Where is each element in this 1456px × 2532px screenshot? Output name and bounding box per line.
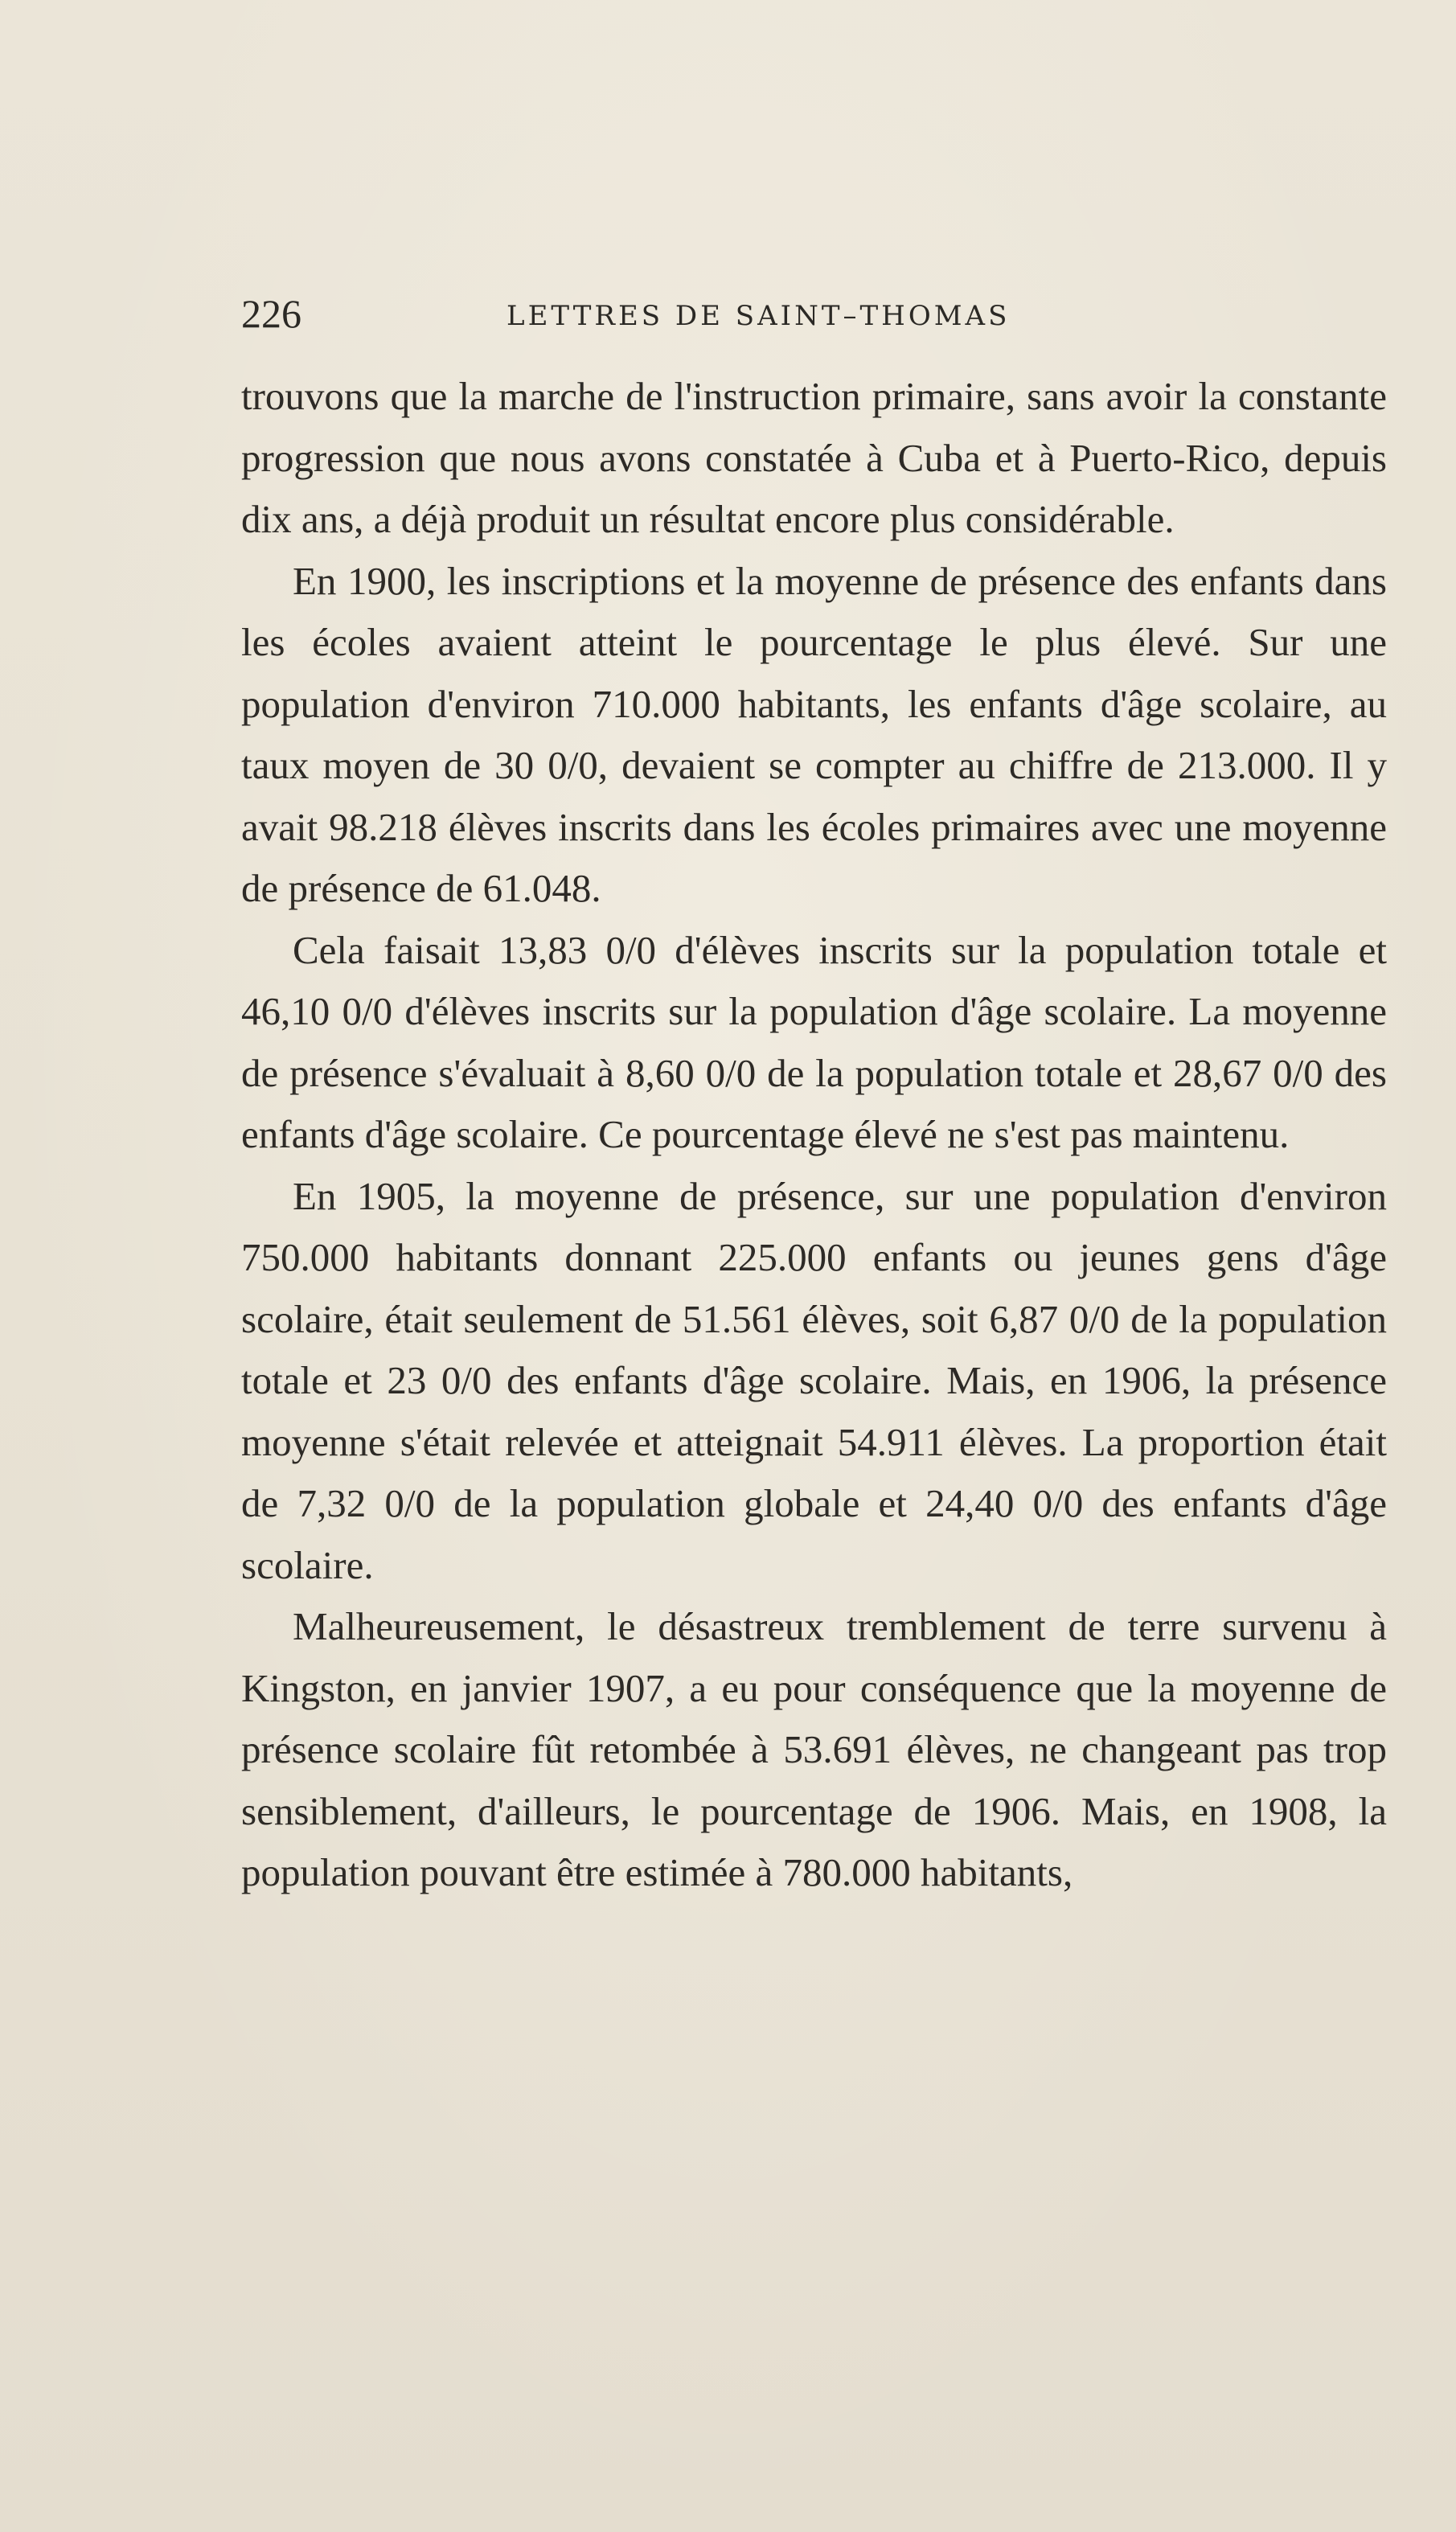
paragraph: En 1905, la moyenne de présence, sur une population d'environ 750.000 habitants donnant 225.000 enfants ou jeunes gens d'âge scolaire, était seulement de 51.561 élèves, soit 6,87 0/0 de la population totale et 23 0/0 des enfants d'âge scolaire. Mais, en 1906, la présence moyenne s'était relevée et atteignait 54.911 élèves. La proportion était de 7,32 0/0 de la population globale et 24,40 0/0 des enfants d'âge scolaire. [241,1173,1387,1587]
paragraph: Malheureusement, le désastreux tremblement de terre survenu à Kingston, en janvier 1907, a eu pour conséquence que la moyenne de présence scolaire fût retombée à 53.691 élèves, ne changeant pas trop sensiblement, d'ailleurs, le pourcentage de 1906. Mais, en 1908, la population pouvant être estimée à 780.000 habitants, [241,1604,1387,1894]
page-number: 226 [241,291,301,336]
paragraph: trouvons que la marche de l'instruction primaire, sans avoir la constante progression que nous avons constatée à Cuba et à Puerto-Rico, depuis dix ans, a déjà produit un résultat encore plus considérable. [241,374,1387,541]
paragraph: Cela faisait 13,83 0/0 d'élèves inscrits sur la population totale et 46,10 0/0 d'élèves inscrits sur la population d'âge scolaire. La moyenne de présence s'évaluait à 8,60 0/0 de la population totale et 28,67 0/0 des enfants d'âge scolaire. Ce pourcentage élevé ne s'est pas maintenu. [241,927,1387,1156]
page-header [241,285,1387,342]
body-text [241,366,1387,1904]
paragraph: En 1900, les inscriptions et la moyenne de présence des enfants dans les écoles avaient atteint le pourcentage le plus élevé. Sur une population d'environ 710.000 habitants, les enfants d'âge scolaire, au taux moyen de 30 0/0, devaient se compter au chiffre de 213.000. Il y avait 98.218 élèves inscrits dans les écoles primaires avec une moyenne de présence de 61.048. [241,558,1387,910]
running-title: LETTRES DE SAINT–THOMAS [507,300,1011,332]
